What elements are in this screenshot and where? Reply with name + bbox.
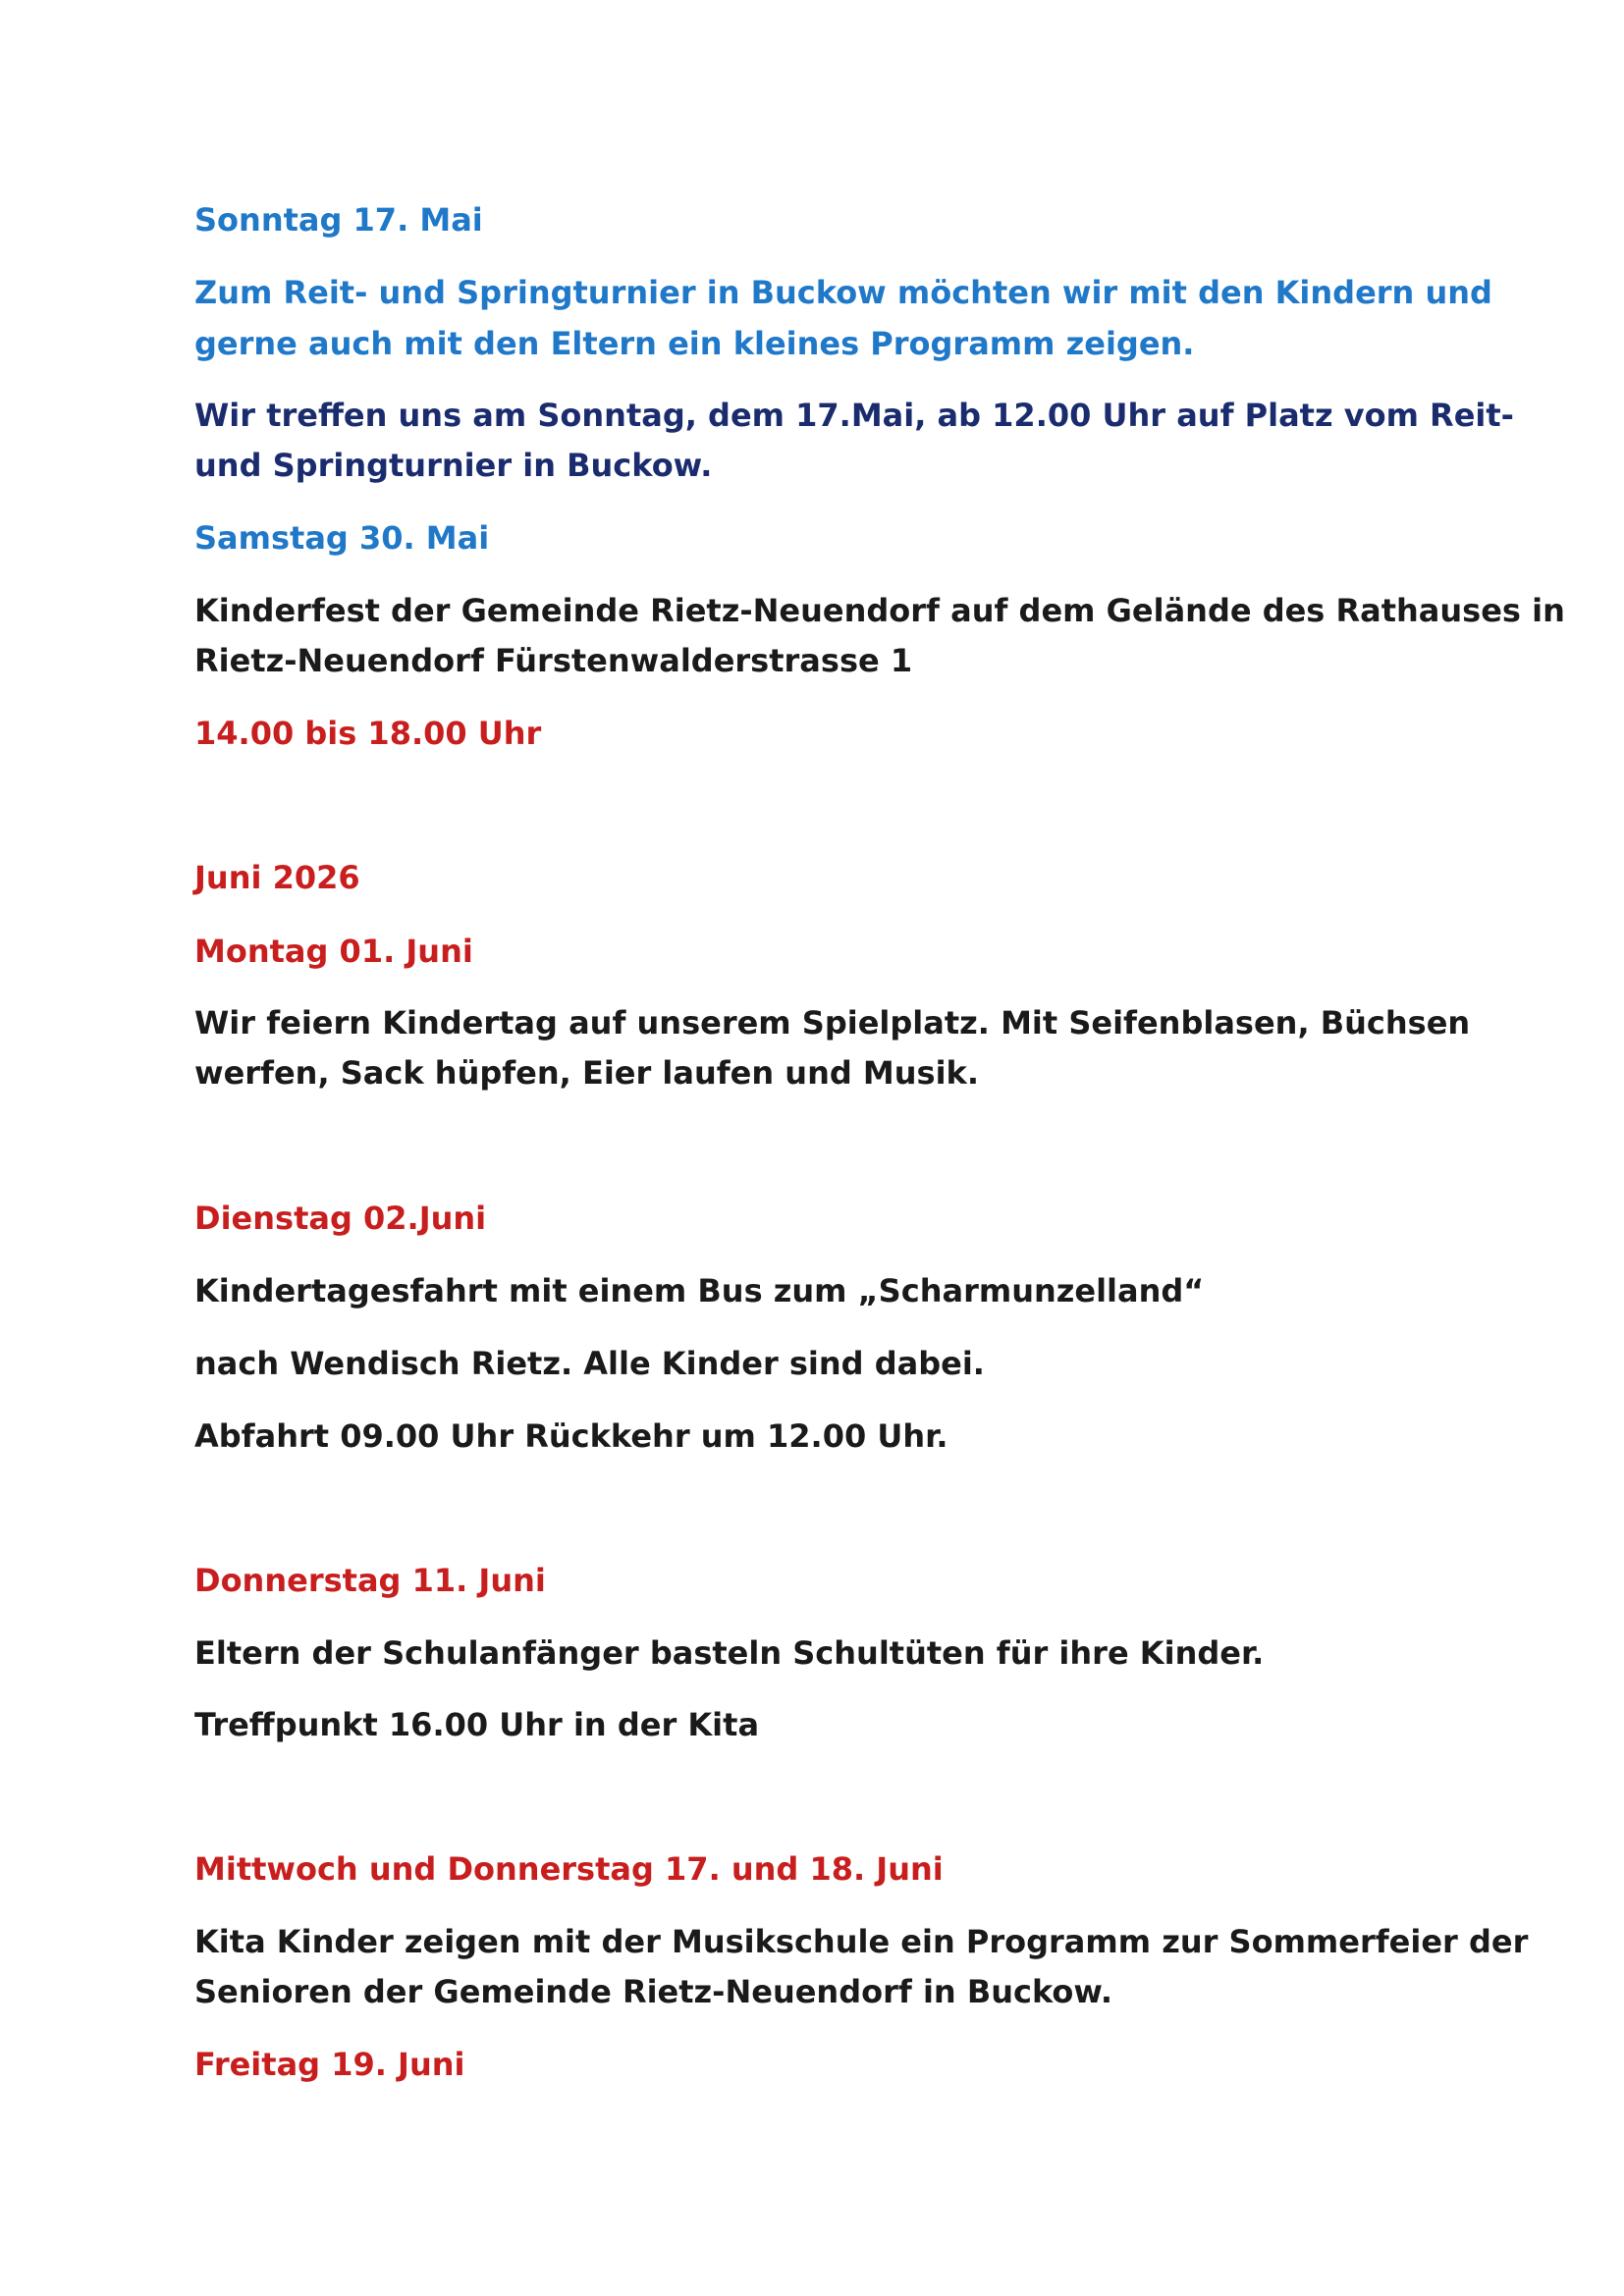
paragraph-line: und Springturnier in Buckow. (194, 447, 713, 484)
heading-montag-01-juni: Montag 01. Juni (194, 933, 473, 970)
paragraph-line: Kindertagesfahrt mit einem Bus zum „Scharmunzelland“ (194, 1272, 1205, 1309)
paragraph-line: Kinderfest der Gemeinde Rietz-Neuendorf auf dem Gelände des Rathauses in (194, 592, 1565, 629)
paragraph-line: Kita Kinder zeigen mit der Musikschule ein Programm zur Sommerfeier der (194, 1923, 1529, 1960)
paragraph-line: werfen, Sack hüpfen, Eier laufen und Musik. (194, 1054, 979, 1092)
month-heading: Juni 2026 (194, 859, 360, 896)
paragraph-line: Eltern der Schulanfänger basteln Schultüten für ihre Kinder. (194, 1634, 1265, 1672)
heading-samstag-30-mai: Samstag 30. Mai (194, 519, 490, 557)
time-range: 14.00 bis 18.00 Uhr (194, 715, 542, 752)
paragraph-line: Treffpunkt 16.00 Uhr in der Kita (194, 1706, 760, 1743)
paragraph-line: Zum Reit- und Springturnier in Buckow möchten wir mit den Kindern und (194, 274, 1492, 311)
heading-freitag-19-juni: Freitag 19. Juni (194, 2046, 465, 2083)
paragraph-line: Abfahrt 09.00 Uhr Rückkehr um 12.00 Uhr. (194, 1417, 948, 1455)
paragraph-line: Wir feiern Kindertag auf unserem Spielplatz. Mit Seifenblasen, Büchsen (194, 1004, 1471, 1041)
paragraph-line: Senioren der Gemeinde Rietz-Neuendorf in Buckow. (194, 1973, 1113, 2010)
paragraph-line: nach Wendisch Rietz. Alle Kinder sind dabei. (194, 1345, 985, 1382)
heading-dienstag-02-juni: Dienstag 02.Juni (194, 1200, 487, 1237)
paragraph-line: Rietz-Neuendorf Fürstenwalderstrasse 1 (194, 642, 913, 679)
heading-mittwoch-donnerstag-17-18-juni: Mittwoch und Donnerstag 17. und 18. Juni (194, 1850, 944, 1888)
heading-donnerstag-11-juni: Donnerstag 11. Juni (194, 1562, 546, 1599)
paragraph-line: Wir treffen uns am Sonntag, dem 17.Mai, ab 12.00 Uhr auf Platz vom Reit- (194, 397, 1514, 434)
heading-sonntag-17-mai: Sonntag 17. Mai (194, 201, 483, 239)
paragraph-line: gerne auch mit den Eltern ein kleines Programm zeigen. (194, 325, 1195, 362)
